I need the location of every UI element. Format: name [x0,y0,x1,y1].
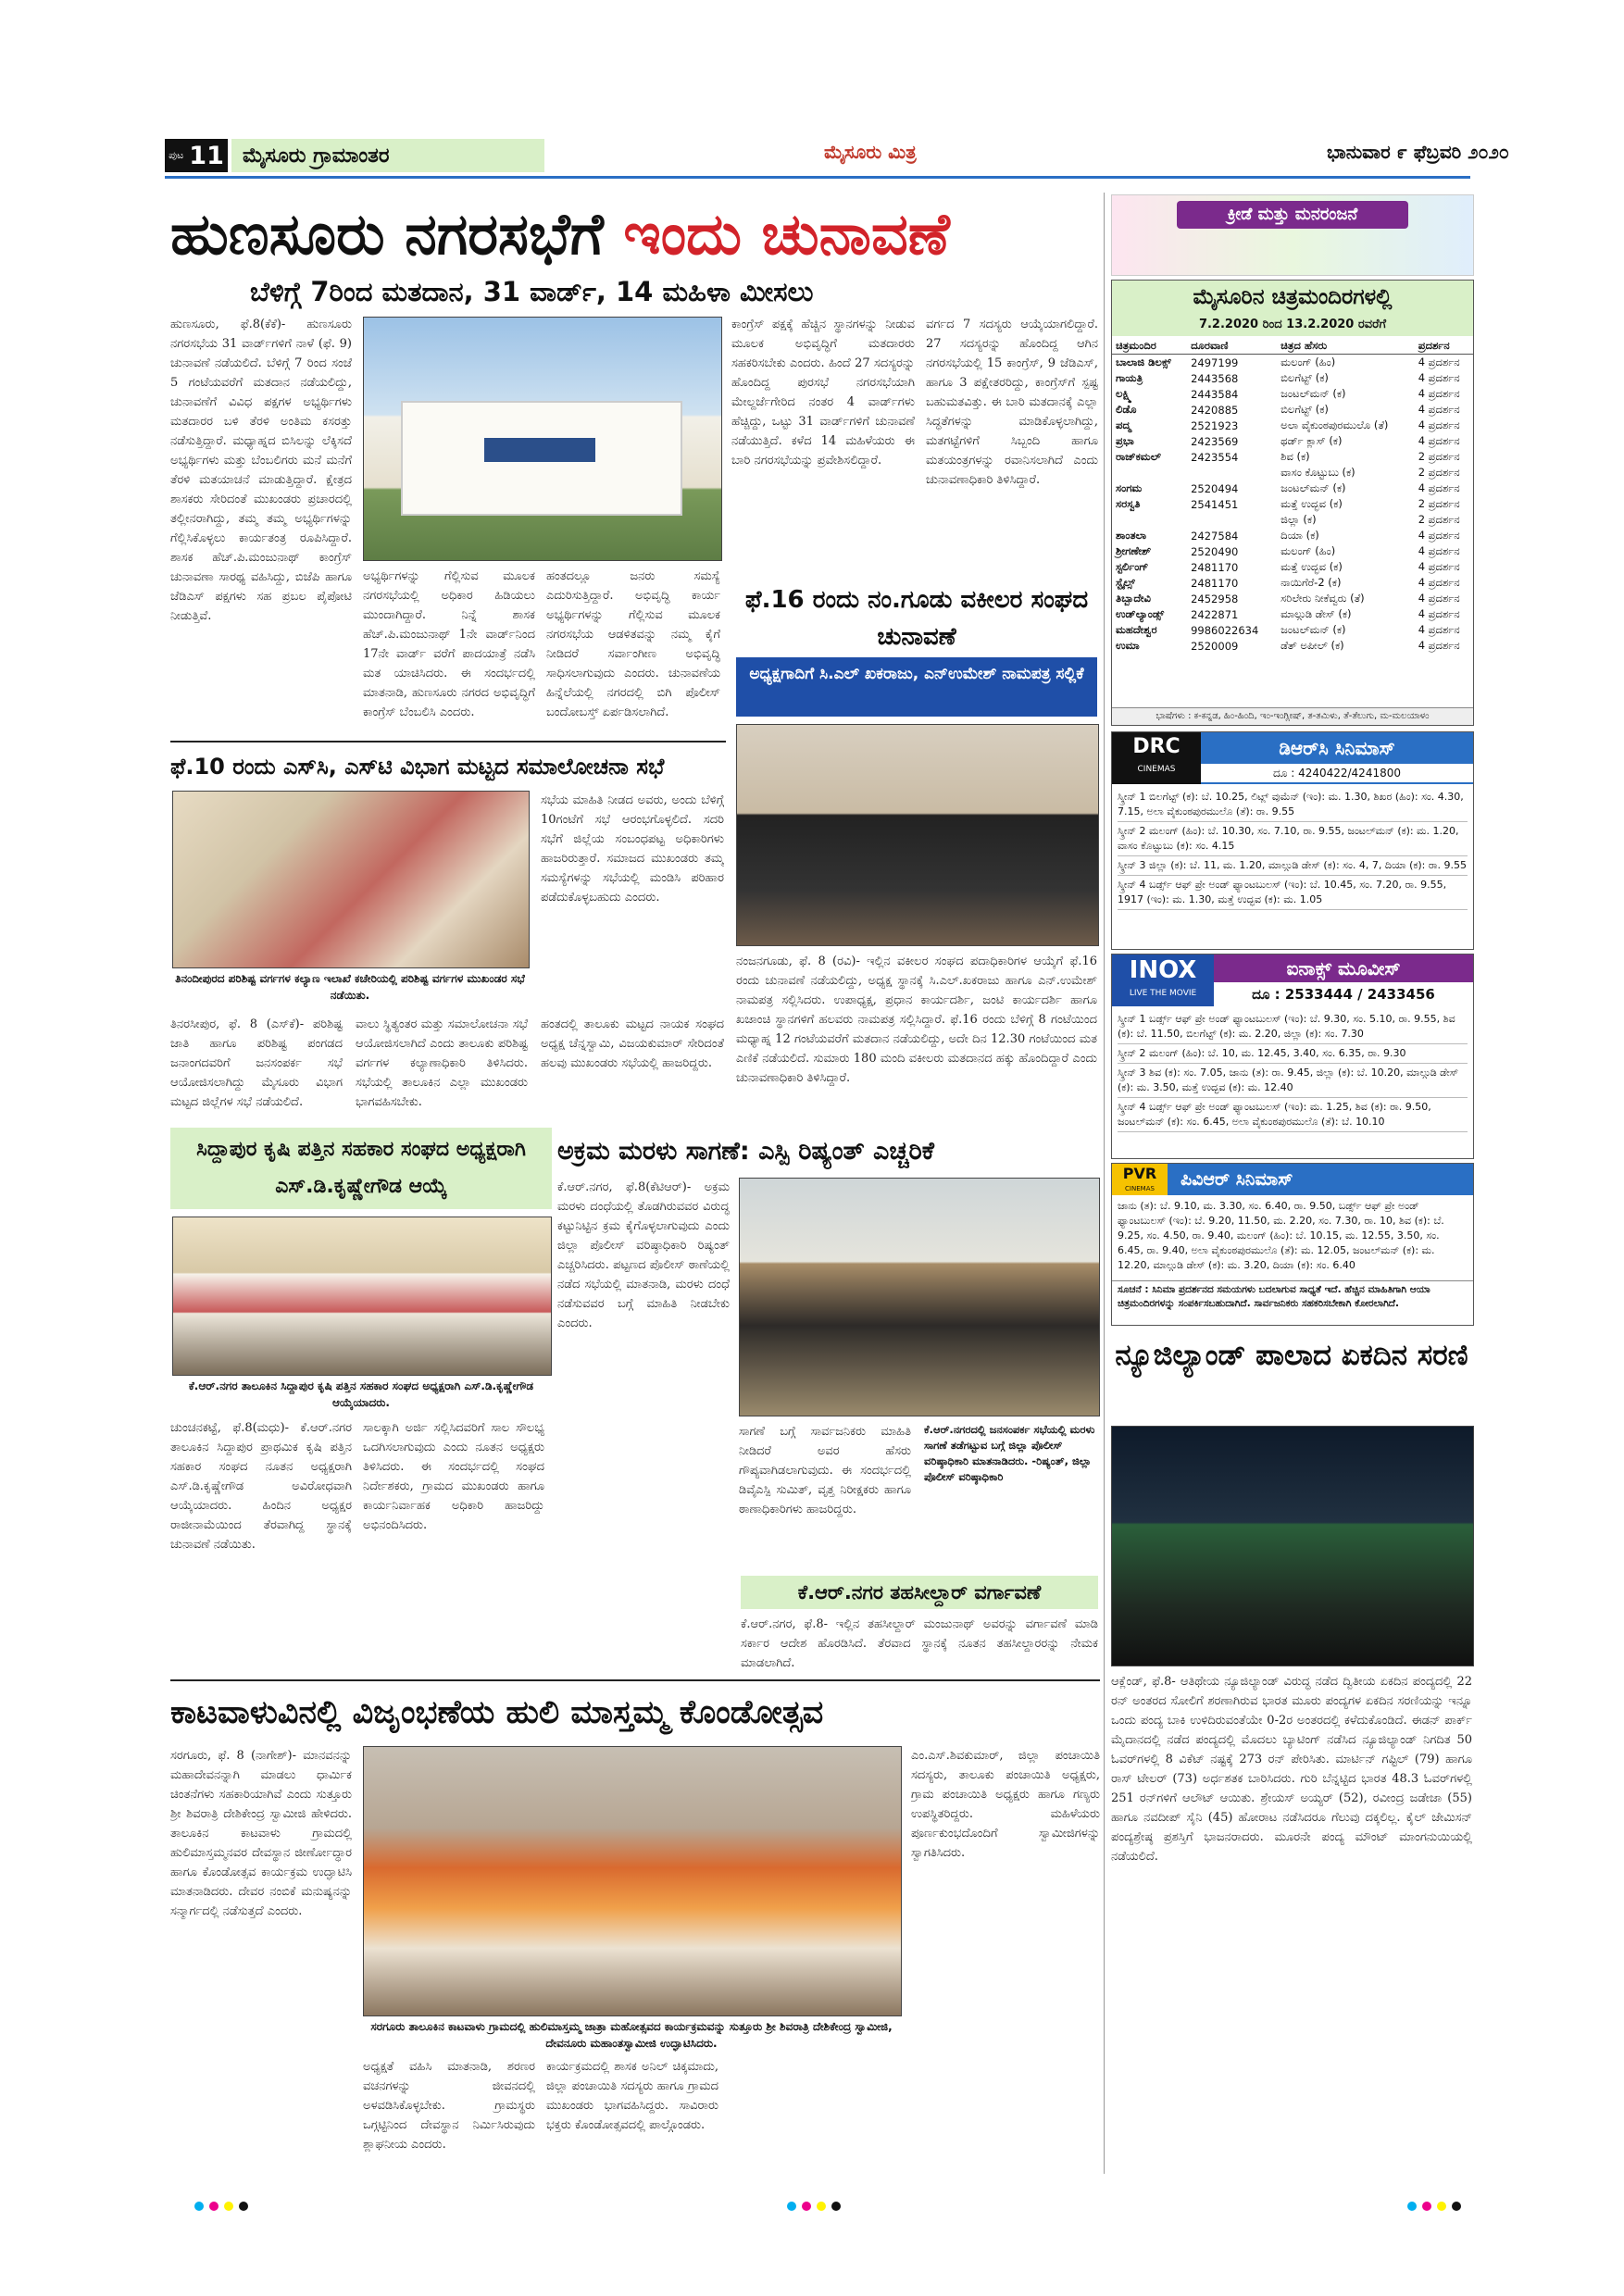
cinema-row [1112,606,1473,622]
lawyers-banner-text: ಅಧ್ಯಕ್ಷಗಾದಿಗೆ ಸಿ.ಎಲ್ ಖಕರಾಜು, ಎನ್‌ಉಮೇಶ್ ನಾಮಪತ್ರ ಸಲ್ಲಿಕೆ [749,665,1084,683]
pvr-box [1111,1163,1474,1326]
cinema-cell: 4 ಪ್ರದರ್ಶನ [1418,607,1460,620]
cinema-cell: ಉಡ್‌ಲ್ಯಾಂಡ್ಸ್ [1116,607,1165,620]
sc-headline: ಫೆ.10 ರಂದು ಎಸ್‌ಸಿ, ಎಸ್‌ಟಿ ವಿಭಾಗ ಮಟ್ಟದ ಸಮಾಲೋಚನಾ ಸಭೆ [170,754,665,780]
sand-body-b: ಸಾಗಣೆ ಬಗ್ಗೆ ಸಾರ್ವಜನಿಕರು ಮಾಹಿತಿ ನೀಡಿದರೆ ಅವರ ಹೆಸರು ಗೌಪ್ಯವಾಗಿಡಲಾಗುವುದು. ಈ ಸಂದರ್ಭದಲ್ಲಿ ಡಿವೈಎಸ್ಪಿ ಸುಮಿತ್, ವೃತ್ತ ನಿರೀಕ್ಷಕರು ಹಾಗೂ ಠಾಣಾಧಿಕಾರಿಗಳು ಹಾಜರಿದ್ದರು. [739,1425,911,1516]
cinema-list-dates: 7.2.2020 ರಿಂದ 13.2.2020 ರವರೆಗೆ [1112,314,1473,336]
inox-screen-item: ಸ್ಕ್ರೀನ್ 3 ಶಿವ (ಕ): ಸಂ. 7.05, ಜಾನು (ತ): ರಾ. 9.45, ಜಿಲ್ಲಾ (ಕ): ಬೆ. 10.20, ಮಾಲ್ಗುಡಿ ಡೇಸ್ (ಕ): ಮ. 3.50, ಮತ್ತೆ ಉದ್ಭವ (ಕ): ಮ. 12.40 [1118,1064,1468,1098]
cinema-cell: 2481170 [1191,576,1239,590]
cinema-cell [1187,512,1277,528]
cinema-cell: 2 ಪ್ರದರ್ಶನ [1418,450,1460,463]
coop-body-b: ಸಾಲಕ್ಕಾಗಿ ಅರ್ಜಿ ಸಲ್ಲಿಸಿದವರಿಗೆ ಸಾಲ ಸೌಲಭ್ಯ ಒದಗಿಸಲಾಗುವುದು ಎಂದು ನೂತನ ಅಧ್ಯಕ್ಷರು ತಿಳಿಸಿದರು. ಈ ಸಂದರ್ಭದಲ್ಲಿ ಸಂಘದ ನಿರ್ದೇಶಕರು, ಗ್ರಾಮದ ಮುಖಂಡರು ಹಾಗೂ ಕಾರ್ಯನಿರ್ವಾಹಕ ಅಧಿಕಾರಿ ಹಾಜರಿದ್ದು ಅಭಿನಂದಿಸಿದರು. [363,1421,544,1532]
section-tag [231,139,544,172]
sports-banner [1111,194,1474,276]
print-dot-yellow-l [224,2202,233,2211]
cinema-row [1112,512,1473,528]
cinema-cell: ಮಲಂಗ್ (ಹಿಂ) [1280,544,1336,557]
cinema-row [1112,591,1473,606]
cinema-cell: ಡೆತ್ ಅಪೀಲ್ (ಕ) [1280,639,1344,652]
tahsildar-headline: ಕೆ.ಆರ್.ನಗರ ತಹಸೀಲ್ದಾರ್ ವರ್ಗಾವಣೆ [797,1581,1042,1603]
masthead: ಮೈಸೂರು ಮಿತ್ರ [824,141,917,163]
cinema-cell [1187,465,1277,480]
cinema-cell: ಅಲಾ ವೈಕುಂಠಪುರಮುಲೊ (ತೆ) [1280,418,1389,431]
sand-headline: ಅಕ್ರಮ ಮರಳು ಸಾಗಣೆ: ಎಸ್ಪಿ ರಿಷ್ಯಂತ್ ಎಚ್ಚರಿಕೆ [557,1137,934,1166]
print-dot-magenta-r [1422,2202,1431,2211]
cinema-cell: ಮಹದೇಶ್ವರ [1116,623,1157,636]
tahsildar-body: ಕೆ.ಆರ್.ನಗರ, ಫೆ.8- ಇಲ್ಲಿನ ತಹಸೀಲ್ದಾರ್ ಮಂಜುನಾಥ್ ಅವರನ್ನು ವರ್ಗಾವಣೆ ಮಾಡಿ ಸರ್ಕಾರ ಆದೇಶ ಹೊರಡಿಸಿದೆ. ತೆರವಾದ ಸ್ಥಾನಕ್ಕೆ ನೂತನ ತಹಸೀಲ್ದಾರರನ್ನು ನೇಮಕ ಮಾಡಲಾಗಿದೆ. [741,1617,1098,1670]
sports-headline: ನ್ಯೂಜಿಲ್ಯಾಂಡ್ ಪಾಲಾದ ಏಕದಿನ ಸರಣಿ [1115,1339,1468,1372]
inox-logo-text: INOX [1129,956,1197,984]
sc-photo [172,791,530,968]
lawyers-body: ನಂಜನಗೂಡು, ಫೆ. 8 (ರವಿ)- ಇಲ್ಲಿನ ವಕೀಲರ ಸಂಘದ ಪದಾಧಿಕಾರಿಗಳ ಆಯ್ಕೆಗೆ ಫೆ.16 ರಂದು ಚುನಾವಣೆ ನಡೆಯಲಿದ್ದು, ಅಧ್ಯಕ್ಷ ಸ್ಥಾನಕ್ಕೆ ಸಿ.ಎಲ್.ಖಕರಾಜು ಹಾಗೂ ಎನ್.ಉಮೇಶ್ ನಾಮಪತ್ರ ಸಲ್ಲಿಸಿದರು. ಉಪಾಧ್ಯಕ್ಷ, ಪ್ರಧಾನ ಕಾರ್ಯದರ್ಶಿ, ಜಂಟಿ ಕಾರ್ಯದರ್ಶಿ ಹಾಗೂ ಖಜಾಂಚಿ ಸ್ಥಾನಗಳಿಗೆ ಹಲವರು ನಾಮಪತ್ರ ಸಲ್ಲಿಸಿದ್ದಾರೆ. ಫೆ.16 ರಂದು ಬೆಳಿಗ್ಗೆ 8 ಗಂಟೆಯಿಂದ ಮಧ್ಯಾಹ್ನ 12 ಗಂಟೆಯವರೆಗೆ ಮತದಾನ ನಡೆಯಲಿದ್ದು, ಅದೇ ದಿನ 12.30 ಗಂಟೆಯಿಂದ ಮತ ಎಣಿಕೆ ನಡೆಯಲಿದೆ. ಸುಮಾರು 180 ಮಂದಿ ವಕೀಲರು ಮತದಾನದ ಹಕ್ಕು ಹೊಂದಿದ್ದಾರೆ ಎಂದು ಚುನಾವಣಾಧಿಕಾರಿ ತಿಳಿಸಿದ್ದಾರೆ. [736,955,1097,1085]
cinema-cell: 4 ಪ್ರದರ್ಶನ [1418,418,1460,431]
inox-box [1111,954,1474,1159]
cinema-cell: ನಾಯಿಗೆರೆ-2 (ಕ) [1280,576,1342,589]
sand-caption: ಕೆ.ಆರ್.ನಗರದಲ್ಲಿ ಜನಸಂಪರ್ಕ ಸಭೆಯಲ್ಲಿ ಮರಳು ಸಾಗಣೆ ತಡೆಗಟ್ಟುವ ಬಗ್ಗೆ ಜಿಲ್ಲಾ ಪೊಲೀಸ್ ವರಿಷ್ಠಾಧಿಕಾರಿ ಮಾತನಾಡಿದರು. -ರಿಷ್ಯಂತ್, ಜಿಲ್ಲಾ ಪೊಲೀಸ್ ವರಿಷ್ಠಾಧಿಕಾರಿ [924,1423,1095,1483]
pvr-title: ಪಿವಿಆರ್ ಸಿನಿಮಾಸ್ [1168,1164,1473,1195]
cinema-cell: ಮತ್ತೆ ಉದ್ಭವ (ಕ) [1280,497,1343,510]
cinema-cell: ಪ್ರಭಾ [1116,434,1134,447]
cinema-row [1112,480,1473,496]
cinema-cell: ತಿಬ್ಬಾದೇವಿ [1116,592,1151,605]
print-dot-cyan-l [194,2202,204,2211]
cinema-cell: ಶಾಂತಲಾ [1116,529,1147,542]
cinema-cell: 4 ಪ್ರದರ್ಶನ [1418,529,1460,542]
cinema-row [1112,528,1473,543]
cinema-cell: 4 ಪ್ರದರ್ಶನ [1418,544,1460,557]
section-name: ಮೈಸೂರು ಗ್ರಾಮಾಂತರ [243,144,390,168]
cinema-cell: 4 ಪ್ರದರ್ಶನ [1418,592,1460,605]
inox-logo-sub: LIVE THE MOVIE [1129,989,1197,998]
cinema-cell: ಲಿಡೊ [1116,403,1137,416]
pvr-text: ಜಾನು (ತ): ಬೆ. 9.10, ಮ. 3.30, ಸಂ. 6.40, ರಾ. 9.50, ಬರ್ಡ್ಸ್ ಆಫ್ ಪ್ರೇ ಅಂಡ್ ಫ್ಯಾಂಟಬುಲಸ್ (ಇಂ): ಬೆ. 9.20, 11.50, ಮ. 2.20, ಸಂ. 7.30, ರಾ. 10, ಶಿವ (ಕ): ಬೆ. 9.25, ಸಂ. 4.50, ರಾ. 9.40, ಮಲಂಗ್ (ಹಿಂ): ಬೆ. 10.15, ಮ. 12.55, 3.50, ಸಂ. 6.45, ರಾ. 9.40, ಅಲಾ ವೈಕುಂಠಪುರಮುಲೊ (ತೆ): ಮ. 12.05, ಜಂಟಲ್‌ಮನ್ (ಕ): ಮ. 12.20, ಮಾಲ್ಗುಡಿ ಡೇಸ್ (ಕ): ಮ. 3.20, ದಿಯಾ (ಕ): ಸಂ. 6.40 [1118,1200,1444,1271]
cinema-cell: ಜಿಲ್ಲಾ (ಕ) [1280,513,1317,526]
inox-title: ಐನಾಕ್ಸ್ ಮೂವೀಸ್ [1214,955,1473,982]
cinema-row [1112,575,1473,591]
cinema-cell: 4 ಪ್ರದರ್ಶನ [1418,371,1460,384]
festival-headline: ಕಾಟವಾಳುವಿನಲ್ಲಿ ವಿಜೃಂಭಣೆಯ ಹುಲಿ ಮಾಸ್ತಮ್ಮ ಕೊಂಡೋತ್ಸವ [170,1694,824,1731]
cinema-cell: 2520494 [1191,481,1239,495]
festival-photo [363,1746,902,2016]
cinema-cell: 2443568 [1191,371,1239,385]
cinema-cell: ಸ್ಟೈಲ್ಸ್ [1116,576,1135,589]
cinema-cell: ಸರಿಲೇರು ನೀಕೆವ್ವರು (ತೆ) [1280,592,1365,605]
lead-col-2: ಅಭ್ಯರ್ಥಿಗಳನ್ನು ಗೆಲ್ಲಿಸುವ ಮೂಲಕ ನಗರಸಭೆಯಲ್ಲಿ ಅಧಿಕಾರ ಹಿಡಿಯಲು ಮುಂದಾಗಿದ್ದಾರೆ. ನಿನ್ನೆ ಶಾಸಕ ಹೆಚ್.ಪಿ.ಮಂಜುನಾಥ್ 1ನೇ ವಾರ್ಡ್‌ನಿಂದ 17ನೇ ವಾರ್ಡ್ ವರೆಗೆ ಪಾದಯಾತ್ರೆ ನಡೆಸಿ ಮತ ಯಾಚಿಸಿದರು. ಈ ಸಂದರ್ಭದಲ್ಲಿ ಮಾತನಾಡಿ, ಹುಣಸೂರು ನಗರದ ಅಭಿವೃದ್ಧಿಗೆ ಕಾಂಗ್ರೆಸ್ ಬೆಂಬಲಿಸಿ ಎಂದರು. [363,569,535,719]
cinema-col-header: ಪ್ರದರ್ಶನ [1415,338,1473,355]
festival-body-c2 [728,2057,900,2174]
inox-screen-item: ಸ್ಕ್ರೀನ್ 1 ಬರ್ಡ್ಸ್ ಆಫ್ ಪ್ರೇ ಅಂಡ್ ಫ್ಯಾಂಟಬುಲಸ್ (ಇಂ): ಬೆ. 9.30, ಸಂ. 5.10, ರಾ. 9.55, ಶಿವ (ಕ): ಬೆ. 11.50, ಬಿಲಗೆಟ್ಟ್ (ಕ): ಮ. 2.20, ಜಿಲ್ಲಾ (ಕ): ಸಂ. 7.30 [1118,1010,1468,1044]
pvr-logo-sub: CINEMAS [1125,1185,1155,1192]
right-col-divider [1104,193,1105,2174]
sc-rule-top [170,741,726,742]
print-dot-magenta-l [209,2202,219,2211]
tahsildar-header [741,1576,1098,1609]
cinema-cell: 4 ಪ್ರದರ್ಶನ [1418,639,1460,652]
sand-body-a: ಕೆ.ಆರ್.ನಗರ, ಫೆ.8(ಕೆಟಿಆರ್)- ಅಕ್ರಮ ಮರಳು ದಂಧೆಯಲ್ಲಿ ತೊಡಗಿರುವವರ ವಿರುದ್ಧ ಕಟ್ಟುನಿಟ್ಟಿನ ಕ್ರಮ ಕೈಗೊಳ್ಳಲಾಗುವುದು ಎಂದು ಜಿಲ್ಲಾ ಪೊಲೀಸ್ ವರಿಷ್ಠಾಧಿಕಾರಿ ರಿಷ್ಯಂತ್ ಎಚ್ಚರಿಸಿದರು. ಪಟ್ಟಣದ ಪೊಲೀಸ್ ಠಾಣೆಯಲ್ಲಿ ನಡೆದ ಸಭೆಯಲ್ಲಿ ಮಾತನಾಡಿ, ಮರಳು ದಂಧೆ ನಡೆಸುವವರ ಬಗ್ಗೆ ಮಾಹಿತಿ ನೀಡಬೇಕು ಎಂದರು. [557,1180,730,1330]
lead-headline-a: ಹುಣಸೂರು ನಗರಸಭೆಗೆ [170,200,604,268]
coop-headline: ಸಿದ್ದಾಪುರ ಕೃಷಿ ಪತ್ತಿನ ಸಹಕಾರ ಸಂಘದ ಅಧ್ಯಕ್ಷರಾಗಿ ಎಸ್.ಡಿ.ಕೃಷ್ಣೇಗೌಡ ಆಯ್ಕೆ [196,1138,526,1198]
cinema-cell: 2422871 [1191,607,1239,621]
print-dot-cyan-r [1407,2202,1417,2211]
lawyers-headline: ಫೆ.16 ರಂದು ನಂ.ಗೂಡು ವಕೀಲರ ಸಂಘದ ಚುನಾವಣೆ [744,586,1089,651]
lead-photo-building [363,317,722,561]
cinema-cell: 4 ಪ್ರದರ್ಶನ [1418,387,1460,400]
cinema-cell: ಜಂಟಲ್‌ಮನ್ (ಕ) [1280,481,1346,494]
cinema-cell [1112,512,1187,528]
issue-date: ಭಾನುವಾರ ೯ ಫೆಬ್ರವರಿ ೨೦೨೦ [1326,141,1509,163]
cinema-cell: 2420885 [1191,403,1239,417]
drc-logo-text: DRC [1132,735,1181,758]
cinema-cell: 2521923 [1191,418,1239,432]
cinema-cell: ಸರಸ್ವತಿ [1116,497,1141,510]
sports-banner-text: ಕ್ರೀಡೆ ಮತ್ತು ಮನರಂಜನೆ [1177,201,1408,229]
cinema-cell: 2427584 [1191,529,1239,543]
drc-logo [1112,732,1201,784]
lead-subhead: ಬೆಳಿಗ್ಗೆ 7ರಿಂದ ಮತದಾನ, 31 ವಾರ್ಡ್, 14 ಮಹಿಳಾ ಮೀಸಲು [250,276,814,307]
inox-screen-list [1112,1006,1473,1136]
cinema-row [1112,449,1473,465]
cinema-cell: ಜಂಟಲ್‌ಮನ್ (ಕ) [1280,387,1346,400]
pvr-logo [1112,1164,1168,1195]
cinema-cell: 4 ಪ್ರದರ್ಶನ [1418,560,1460,573]
cinema-cell: ಸಂಗಮ [1116,481,1143,494]
drc-screen-item: ಸ್ಕ್ರೀನ್ 1 ಬಿಲಗೆಟ್ಟ್ (ಕ): ಬೆ. 10.25, ಲಿಟ್ಲ್ ವುಮೆನ್ (ಇಂ): ಮ. 1.30, ಶಿಖರ (ಹಿಂ): ಸಂ. 4.30, 7.15, ಅಲಾ ವೈಕುಂಠಪುರಮುಲೊ (ತೆ): ರಾ. 9.55 [1118,788,1468,822]
cinema-row [1112,559,1473,575]
cinema-cell: 2541451 [1191,497,1239,511]
lead-col-5: ವರ್ಗದ 7 ಸದಸ್ಯರು ಆಯ್ಕೆಯಾಗಲಿದ್ದಾರೆ. 27 ಸದಸ್ಯರನ್ನು ಹೊಂದಿದ್ದ ಆಗಿನ ನಗರಸಭೆಯಲ್ಲಿ 15 ಕಾಂಗ್ರೆಸ್, 9 ಜೆಡಿಎಸ್, ಹಾಗೂ 3 ಪಕ್ಷೇತರರಿದ್ದು, ಕಾಂಗ್ರೆಸ್‌ಗೆ ಸ್ಪಷ್ಟ ಬಹುಮತವಿತ್ತು. ಈ ಬಾರಿ ಮತದಾನಕ್ಕೆ ಎಲ್ಲಾ ಸಿದ್ಧತೆಗಳನ್ನು ಮಾಡಿಕೊಳ್ಳಲಾಗಿದ್ದು, ಮತಗಟ್ಟೆಗಳಿಗೆ ಸಿಬ್ಬಂದಿ ಹಾಗೂ ಮತಯಂತ್ರಗಳನ್ನು ರವಾನಿಸಲಾಗಿದೆ ಎಂದು ಚುನಾವಣಾಧಿಕಾರಿ ತಿಳಿಸಿದ್ದಾರೆ. [926,318,1098,487]
cinema-cell: ಬಿಲಗೆಟ್ಟ್ (ಕ) [1280,371,1329,384]
sc-caption: ತಿನಂದೀಪುರದ ಪರಿಶಿಷ್ಟ ವರ್ಗಗಳ ಕಲ್ಯಾಣ ಇಲಾಖೆ ಕಚೇರಿಯಲ್ಲಿ ಪರಿಶಿಷ್ಟ ವರ್ಗಗಳ ಮುಖಂಡರ ಸಭೆ ನಡೆಯಿತು. [175,972,525,1002]
cinema-cell: ಬಿಲಗೆಟ್ಟ್ (ಕ) [1280,403,1329,416]
sports-photo [1111,1426,1474,1666]
drc-box [1111,731,1474,950]
page-number: 11 [189,141,224,170]
sc-body-d: ಹಂತದಲ್ಲಿ ತಾಲೂಕು ಮಟ್ಟದ ನಾಯಕ ಸಂಘದ ಅಧ್ಯಕ್ಷ ಚೆನ್ನಸ್ವಾಮಿ, ವಿಜಯಕುಮಾರ್ ಸೇರಿದಂತೆ ಹಲವು ಮುಖಂಡರು ಸಭೆಯಲ್ಲಿ ಹಾಜರಿದ್ದರು. [541,1017,724,1070]
cinema-row [1112,355,1473,371]
cinema-row [1112,418,1473,433]
cinema-cell: 2423569 [1191,434,1239,448]
sc-body-b: ತಿನರಸೀಪುರ, ಫೆ. 8 (ಎಸ್‌ಕೆ)- ಪರಿಶಿಷ್ಟ ಜಾತಿ ಹಾಗೂ ಪರಿಶಿಷ್ಟ ಪಂಗಡದ ಜನಾಂಗದವರಿಗೆ ಜನಸಂಪರ್ಕ ಸಭೆ ಆಯೋಜಿಸಲಾಗಿದ್ದು ಮೈಸೂರು ವಿಭಾಗ ಮಟ್ಟದ ಜಿಲ್ಲೆಗಳ ಸಭೆ ನಡೆಯಲಿದೆ. [170,1017,343,1109]
cinema-cell: 2520009 [1191,639,1239,653]
cinema-cell: 4 ಪ್ರದರ್ಶನ [1418,481,1460,494]
print-dot-cyan-m [787,2202,796,2211]
cinema-cell: 2520490 [1191,544,1239,558]
cinema-legend: ಭಾಷೆಗಳು : ಕ-ಕನ್ನಡ, ಹಿಂ-ಹಿಂದಿ, ಇಂ-ಇಂಗ್ಲೀಷ್, ತ-ತಮಿಳು, ತೆ-ತೆಲುಗು, ಮ-ಮಲಯಾಳಂ [1112,707,1473,725]
cinema-cell: 4 ಪ್ರದರ್ಶನ [1418,356,1460,368]
cinema-cell: ಶ್ರೀಗಣೇಶ್ [1116,544,1152,557]
cinema-cell: 4 ಪ್ರದರ್ಶನ [1418,576,1460,589]
cinema-list-box [1111,280,1474,726]
lawyers-photo [736,724,1099,946]
drc-phone: ದೂ : 4240422/4241800 [1201,764,1473,782]
cinema-cell [1112,465,1187,480]
cinema-cell: ರಾಜ್‌ಕಮಲ್ [1116,450,1161,463]
cinema-table [1112,338,1473,654]
festival-body-a: ಸರಗೂರು, ಫೆ. 8 (ನಾಗೇಶ್)- ಮಾನವನನ್ನು ಮಹಾದೇವನನ್ನಾಗಿ ಮಾಡಲು ಧಾರ್ಮಿಕ ಚಿಂತನೆಗಳು ಸಹಕಾರಿಯಾಗಿವೆ ಎಂದು ಸುತ್ತೂರು ಶ್ರೀ ಶಿವರಾತ್ರಿ ದೇಶಿಕೇಂದ್ರ ಸ್ವಾಮೀಜಿ ಹೇಳಿದರು. ತಾಲೂಕಿನ ಕಾಟವಾಳು ಗ್ರಾಮದಲ್ಲಿ ಹುಲಿಮಾಸ್ತಮ್ಮನವರ ದೇವಸ್ಥಾನ ಜೀರ್ಣೋದ್ಧಾರ ಹಾಗೂ ಕೊಂಡೋತ್ಸವ ಕಾರ್ಯಕ್ರಮ ಉದ್ಘಾಟಿಸಿ ಮಾತನಾಡಿದರು. ದೇವರ ನಂಬಿಕೆ ಮನುಷ್ಯನನ್ನು ಸನ್ಮಾರ್ಗದಲ್ಲಿ ನಡೆಸುತ್ತದೆ ಎಂದರು. [170,1749,352,1918]
lead-headline [170,193,1096,276]
festival-caption: ಸರಗೂರು ತಾಲೂಕಿನ ಕಾಟವಾಳು ಗ್ರಾಮದಲ್ಲಿ ಹುಲಿಮಾಸ್ತಮ್ಮ ಜಾತ್ರಾ ಮಹೋತ್ಸವದ ಕಾರ್ಯಕ್ರಮವನ್ನು ಸುತ್ತೂರು ಶ್ರೀ ಶಿವರಾತ್ರಿ ದೇಶಿಕೇಂದ್ರ ಸ್ವಾಮೀಜಿ, ದೇವನೂರು ಮಹಾಂತಸ್ವಾಮೀಜಿ ಉದ್ಘಾಟಿಸಿದರು. [370,2020,893,2050]
cinema-cell: ಶಿವ (ಕ) [1280,450,1310,463]
drc-logo-sub: CINEMAS [1137,765,1176,774]
cinema-cell: ವಾಸಂ ಕೊಟ್ಟುಬು (ಕ) [1280,466,1355,479]
cinema-cell: ಥರ್ಡ್ ಕ್ಲಾಸ್ (ಕ) [1280,434,1343,447]
festival-body-c: ಕಾರ್ಯಕ್ರಮದಲ್ಲಿ ಶಾಸಕ ಅನಿಲ್ ಚಿಕ್ಕಮಾದು, ಜಿಲ್ಲಾ ಪಂಚಾಯಿತಿ ಸದಸ್ಯರು ಹಾಗೂ ಗ್ರಾಮದ ಮುಖಂಡರು ಭಾಗವಹಿಸಿದ್ದರು. ಸಾವಿರಾರು ಭಕ್ತರು ಕೊಂಡೋತ್ಸವದಲ್ಲಿ ಪಾಲ್ಗೊಂಡರು. [546,2060,718,2132]
coop-caption: ಕೆ.ಆರ್.ನಗರ ತಾಲೂಕಿನ ಸಿದ್ದಾಪುರ ಕೃಷಿ ಪತ್ತಿನ ಸಹಕಾರ ಸಂಘದ ಅಧ್ಯಕ್ಷರಾಗಿ ಎಸ್.ಡಿ.ಕೃಷ್ಣೇಗೌಡ ಆಯ್ಕೆಯಾದರು. [188,1379,534,1409]
print-dot-magenta-m [802,2202,811,2211]
inox-screen-item: ಸ್ಕ್ರೀನ್ 4 ಬರ್ಡ್ಸ್ ಆಫ್ ಪ್ರೇ ಅಂಡ್ ಫ್ಯಾಂಟಬುಲಸ್ (ಇಂ): ಮ. 1.25, ಶಿವ (ಕ): ರಾ. 9.50, ಜಂಟಲ್‌ಮನ್ (ಕ): ಸಂ. 6.45, ಅಲಾ ವೈಕುಂಠಪುರಮುಲೊ (ತೆ): ಬೆ. 10.10 [1118,1098,1468,1132]
print-dot-black-r [1452,2202,1461,2211]
cinema-cell: ಜಂಟಲ್‌ಮನ್ (ಕ) [1280,623,1346,636]
cinema-row [1112,638,1473,654]
sc-body-a: ಸಭೆಯ ಮಾಹಿತಿ ನೀಡದ ಅವರು, ಅಂದು ಬೆಳಿಗ್ಗೆ 10ಗಂಟೆಗೆ ಸಭೆ ಆರಂಭಗೊಳ್ಳಲಿದೆ. ಸದರಿ ಸಭೆಗೆ ಜಿಲ್ಲೆಯ ಸಂಬಂಧಪಟ್ಟ ಅಧಿಕಾರಿಗಳು ಹಾಜರಿರುತ್ತಾರೆ. ಸಮಾಜದ ಮುಖಂಡರು ತಮ್ಮ ಸಮಸ್ಯೆಗಳನ್ನು ಸಭೆಯಲ್ಲಿ ಮಂಡಿಸಿ ಪರಿಹಾರ ಪಡೆದುಕೊಳ್ಳಬಹುದು ಎಂದರು. [541,793,724,905]
cinema-cell: 4 ಪ್ರದರ್ಶನ [1418,403,1460,416]
cinema-cell: 4 ಪ್ರದರ್ಶನ [1418,434,1460,447]
cinema-cell: ಸ್ಟರ್ಲಿಂಗ್ [1116,560,1149,573]
cinema-cell: 2 ಪ್ರದರ್ಶನ [1418,513,1460,526]
cinema-cell: ಮತ್ತೆ ಉದ್ಭವ (ಕ) [1280,560,1343,573]
cinema-cell: ಬಾಲಾಜಿ ಡಿಲಕ್ಸ್ [1116,356,1171,368]
cinema-cell: 2423554 [1191,450,1239,464]
cinema-col-header: ಚಿತ್ರದ ಹೆಸರು [1277,338,1415,355]
cinema-col-header: ಚಿತ್ರಮಂದಿರ [1112,338,1187,355]
sc-body-c: ವಾಲು ಸ್ಥಿತ್ಯಂತರ ಮತ್ತು ಸಮಾಲೋಚನಾ ಸಭೆ ಆಯೋಜಿಸಲಾಗಿದೆ ಎಂದು ತಾಲೂಕು ಪರಿಶಿಷ್ಟ ವರ್ಗಗಳ ಕಲ್ಯಾಣಾಧಿಕಾರಿ ತಿಳಿಸಿದರು. ಸಭೆಯಲ್ಲಿ ತಾಲೂಕಿನ ಎಲ್ಲಾ ಮುಖಂಡರು ಭಾಗವಹಿಸಬೇಕು. [356,1017,528,1109]
pvr-logo-text: PVR [1122,1165,1157,1182]
coop-photo [172,1217,552,1376]
cinema-cell: ಉಮಾ [1116,639,1140,652]
festival-body-d: ಎಂ.ಎಸ್.ಶಿವಕುಮಾರ್, ಜಿಲ್ಲಾ ಪಂಚಾಯಿತಿ ಸದಸ್ಯರು, ತಾಲೂಕು ಪಂಚಾಯಿತಿ ಅಧ್ಯಕ್ಷರು, ಗ್ರಾಮ ಪಂಚಾಯಿತಿ ಅಧ್ಯಕ್ಷರು ಹಾಗೂ ಗಣ್ಯರು ಉಪಸ್ಥಿತರಿದ್ದರು. ಮಹಿಳೆಯರು ಪೂರ್ಣಕುಂಭದೊಂದಿಗೆ ಸ್ವಾಮೀಜಿಗಳನ್ನು ಸ್ವಾಗತಿಸಿದರು. [911,1749,1100,1860]
pvr-note: ಸೂಚನೆ : ಸಿನಿಮಾ ಪ್ರದರ್ಶನದ ಸಮಯಗಳು ಬದಲಾಗುವ ಸಾಧ್ಯತೆ ಇದೆ. ಹೆಚ್ಚಿನ ಮಾಹಿತಿಗಾಗಿ ಆಯಾ ಚಿತ್ರಮಂದಿರಗಳನ್ನು ಸಂಪರ್ಕಿಸಬಹುದಾಗಿದೆ. ಸಾರ್ವಜನಿಕರು ಸಹಕರಿಸಬೇಕಾಗಿ ಕೋರಲಾಗಿದೆ. [1112,1280,1473,1328]
drc-screen-list [1112,784,1473,914]
sports-body: ಆಕ್ಲೆಂಡ್, ಫೆ.8- ಆತಿಥೇಯ ನ್ಯೂಜಿಲ್ಯಾಂಡ್ ವಿರುದ್ಧ ನಡೆದ ದ್ವಿತೀಯ ಏಕದಿನ ಪಂದ್ಯದಲ್ಲಿ 22 ರನ್ ಅಂತರದ ಸೋಲಿಗೆ ಶರಣಾಗಿರುವ ಭಾರತ ಮೂರು ಪಂದ್ಯಗಳ ಏಕದಿನ ಸರಣಿಯನ್ನು ಇನ್ನೂ ಒಂದು ಪಂದ್ಯ ಬಾಕಿ ಉಳಿದಿರುವಂತೆಯೇ 0-2ರ ಅಂತರದಲ್ಲಿ ಕಳೆದುಕೊಂಡಿದೆ. ಈಡನ್ ಪಾರ್ಕ್ ಮೈದಾನದಲ್ಲಿ ನಡೆದ ಪಂದ್ಯದಲ್ಲಿ ಮೊದಲು ಬ್ಯಾಟಿಂಗ್ ನಡೆಸಿದ ನ್ಯೂಜಿಲ್ಯಾಂಡ್ ನಿಗದಿತ 50 ಓವರ್‌ಗಳಲ್ಲಿ 8 ವಿಕೆಟ್ ನಷ್ಟಕ್ಕೆ 273 ರನ್ ಪೇರಿಸಿತು. ಮಾರ್ಟಿನ್ ಗಪ್ಟಿಲ್ (79) ಹಾಗೂ ರಾಸ್ ಟೇಲರ್ (73) ಅರ್ಧಶತಕ ಬಾರಿಸಿದರು. ಗುರಿ ಬೆನ್ನಟ್ಟಿದ ಭಾರತ 48.3 ಓವರ್‌ಗಳಲ್ಲಿ 251 ರನ್‌ಗಳಿಗೆ ಆಲೌಟ್ ಆಯಿತು. ಶ್ರೇಯಸ್ ಅಯ್ಯರ್ (52), ರವೀಂದ್ರ ಜಡೇಜಾ (55) ಹಾಗೂ ನವದೀಪ್ ಸೈನಿ (45) ಹೋರಾಟ ನಡೆಸಿದರೂ ಗೆಲುವು ದಕ್ಕಲಿಲ್ಲ. ಕೈಲ್ ಜೇಮಿಸನ್ ಪಂದ್ಯಶ್ರೇಷ್ಠ ಪ್ರಶಸ್ತಿಗೆ ಭಾಜನರಾದರು. ಮೂರನೇ ಪಂದ್ಯ ಮೌಂಟ್ ಮಾಂಗನುಯಿಯಲ್ಲಿ ನಡೆಯಲಿದೆ. [1111,1675,1472,1864]
cinema-row [1112,386,1473,402]
cinema-cell: 2 ಪ್ರದರ್ಶನ [1418,466,1460,479]
print-dot-black-m [831,2202,841,2211]
cinema-cell: 2452958 [1191,592,1239,605]
cinema-cell: 9986022634 [1191,623,1259,637]
cinema-row [1112,370,1473,386]
cinema-cell: ಗಾಯತ್ರಿ [1116,371,1143,384]
drc-screen-item: ಸ್ಕ್ರೀನ್ 4 ಬರ್ಡ್ಸ್ ಆಫ್ ಪ್ರೇ ಅಂಡ್ ಫ್ಯಾಂಟಬುಲಸ್ (ಇಂ): ಬೆ. 10.45, ಸಂ. 7.20, ರಾ. 9.55, 1917 (ಇಂ): ಮ. 1.30, ಮತ್ತೆ ಉದ್ಭವ (ಕ): ಮ. 1.05 [1118,876,1468,910]
coop-body-a: ಚುಂಚನಕಟ್ಟೆ, ಫೆ.8(ಮಧು)- ಕೆ.ಆರ್.ನಗರ ತಾಲೂಕಿನ ಸಿದ್ದಾಪುರ ಪ್ರಾಥಮಿಕ ಕೃಷಿ ಪತ್ತಿನ ಸಹಕಾರ ಸಂಘದ ನೂತನ ಅಧ್ಯಕ್ಷರಾಗಿ ಎಸ್.ಡಿ.ಕೃಷ್ಣೇಗೌಡ ಅವಿರೋಧವಾಗಿ ಆಯ್ಕೆಯಾದರು. ಹಿಂದಿನ ಅಧ್ಯಕ್ಷರ ರಾಜೀನಾಮೆಯಿಂದ ತೆರವಾಗಿದ್ದ ಸ್ಥಾನಕ್ಕೆ ಚುನಾವಣೆ ನಡೆಯಿತು. [170,1421,352,1552]
cinema-row [1112,622,1473,638]
cinema-row [1112,433,1473,449]
cinema-cell: 2497199 [1191,356,1239,369]
lead-col-4: ಕಾಂಗ್ರೆಸ್ ಪಕ್ಷಕ್ಕೆ ಹೆಚ್ಚಿನ ಸ್ಥಾನಗಳನ್ನು ನೀಡುವ ಮೂಲಕ ಅಭಿವೃದ್ಧಿಗೆ ಮತದಾರರು ಸಹಕರಿಸಬೇಕು ಎಂದರು. ಹಿಂದೆ 27 ಸದಸ್ಯರನ್ನು ಹೊಂದಿದ್ದ ಪುರಸಭೆ ನಗರಸಭೆಯಾಗಿ ಮೇಲ್ದರ್ಜೆಗೇರಿದ ನಂತರ 4 ವಾರ್ಡ್‌ಗಳು ಹೆಚ್ಚಿದ್ದು, ಒಟ್ಟು 31 ವಾರ್ಡ್‌ಗಳಿಗೆ ಚುನಾವಣೆ ನಡೆಯುತ್ತಿದೆ. ಕಳೆದ 14 ಮಹಿಳೆಯರು ಈ ಬಾರಿ ನಗರಸಭೆಯನ್ನು ಪ್ರವೇಶಿಸಲಿದ್ದಾರೆ. [731,318,915,468]
cinema-cell: ಮಲಂಗ್ (ಹಿಂ) [1280,356,1336,368]
cinema-col-header: ದೂರವಾಣಿ [1187,338,1277,355]
cinema-cell: 2443584 [1191,387,1239,401]
festival-rule [170,1679,1100,1681]
cinema-row [1112,465,1473,480]
cinema-cell: 2 ಪ್ರದರ್ಶನ [1418,497,1460,510]
festival-body-b: ಅಧ್ಯಕ್ಷತೆ ವಹಿಸಿ ಮಾತನಾಡಿ, ಶರಣರ ವಚನಗಳನ್ನು ಜೀವನದಲ್ಲಿ ಅಳವಡಿಸಿಕೊಳ್ಳಬೇಕು. ಗ್ರಾಮಸ್ಥರು ಒಗ್ಗಟ್ಟಿನಿಂದ ದೇವಸ್ಥಾನ ನಿರ್ಮಿಸಿರುವುದು ಶ್ಲಾಘನೀಯ ಎಂದರು. [363,2060,535,2152]
drc-screen-item: ಸ್ಕ್ರೀನ್ 2 ಮಲಂಗ್ (ಹಿಂ): ಬೆ. 10.30, ಸಂ. 7.10, ರಾ. 9.55, ಜಂಟಲ್‌ಮನ್ (ಕ): ಮ. 1.20, ವಾಸಂ ಕೊಟ್ಟುಬು (ಕ): ಸಂ. 4.15 [1118,822,1468,856]
cinema-cell: ದಿಯಾ (ಕ) [1280,529,1319,542]
inox-logo [1112,955,1214,1006]
lead-col-1: ಹುಣಸೂರು, ಫೆ.8(ಕೆಕೆ)- ಹುಣಸೂರು ನಗರಸಭೆಯ 31 ವಾರ್ಡ್‌ಗಳಿಗೆ ನಾಳೆ (ಫೆ. 9) ಚುನಾವಣೆ ನಡೆಯಲಿದೆ. ಬೆಳಿಗ್ಗೆ 7 ರಿಂದ ಸಂಜೆ 5 ಗಂಟೆಯವರೆಗೆ ಮತದಾನ ನಡೆಯಲಿದ್ದು, ಚುನಾವಣೆಗೆ ವಿವಿಧ ಪಕ್ಷಗಳ ಅಭ್ಯರ್ಥಿಗಳು ಮತದಾರರ ಬಳಿ ತೆರಳಿ ಅಂತಿಮ ಕಸರತ್ತು ನಡೆಸುತ್ತಿದ್ದಾರೆ. ಮಧ್ಯಾಹ್ನದ ಬಿಸಿಲನ್ನು ಲೆಕ್ಕಿಸದೆ ಅಭ್ಯರ್ಥಿಗಳು ಮತ್ತು ಬೆಂಬಲಿಗರು ಮನೆ ಮನೆಗೆ ತೆರಳಿ ಮತಯಾಚನೆ ಮಾಡುತ್ತಿದ್ದಾರೆ. ಕ್ಷೇತ್ರದ ಶಾಸಕರು ಸೇರಿದಂತೆ ಮುಖಂಡರು ಪ್ರಚಾರದಲ್ಲಿ ತಲ್ಲೀನರಾಗಿದ್ದು, ತಮ್ಮ ತಮ್ಮ ಅಭ್ಯರ್ಥಿಗಳನ್ನು ಗೆಲ್ಲಿಸಿಕೊಳ್ಳಲು ಕಾರ್ಯತಂತ್ರ ರೂಪಿಸಿದ್ದಾರೆ. ಶಾಸಕ ಹೆಚ್.ಪಿ.ಮಂಜುನಾಥ್ ಕಾಂಗ್ರೆಸ್ ಚುನಾವಣಾ ಸಾರಥ್ಯ ವಹಿಸಿದ್ದು, ಬಿಜೆಪಿ ಹಾಗೂ ಜೆಡಿಎಸ್ ಪಕ್ಷಗಳು ಸಹ ಪ್ರಬಲ ಪೈಪೋಟಿ ನೀಡುತ್ತಿವೆ. [170,318,352,623]
print-dot-yellow-r [1437,2202,1446,2211]
lawyers-banner [736,657,1097,717]
drc-screen-item: ಸ್ಕ್ರೀನ್ 3 ಜಿಲ್ಲಾ (ಕ): ಬೆ. 11, ಮ. 1.20, ಮಾಲ್ಗುಡಿ ಡೇಸ್ (ಕ): ಸಂ. 4, 7, ದಿಯಾ (ಕ): ರಾ. 9.55 [1118,856,1468,876]
coop-header-box [170,1128,552,1209]
cinema-row [1112,496,1473,512]
lead-col-3: ಹಂತದಲ್ಲೂ ಜನರು ಸಮಸ್ಯೆ ಎದುರಿಸುತ್ತಿದ್ದಾರೆ. ಅಭಿವೃದ್ಧಿ ಕಾರ್ಯ ಅಭ್ಯರ್ಥಿಗಳನ್ನು ಗೆಲ್ಲಿಸುವ ಮೂಲಕ ನಗರಸಭೆಯ ಆಡಳಿತವನ್ನು ನಮ್ಮ ಕೈಗೆ ನೀಡಿದರೆ ಸರ್ವಾಂಗೀಣ ಅಭಿವೃದ್ಧಿ ಸಾಧಿಸಲಾಗುವುದು ಎಂದರು. ಚುನಾವಣೆಯ ಹಿನ್ನೆಲೆಯಲ್ಲಿ ನಗರದಲ್ಲಿ ಬಿಗಿ ಪೊಲೀಸ್ ಬಂದೋಬಸ್ತ್ ಏರ್ಪಡಿಸಲಾಗಿದೆ. [546,569,720,719]
print-dot-black-l [239,2202,248,2211]
cinema-cell: 2481170 [1191,560,1239,574]
cinema-cell: 4 ಪ್ರದರ್ಶನ [1418,623,1460,636]
cinema-cell: ಲಕ್ಷ್ಮಿ [1116,387,1132,400]
page-label: ಪುಟ [169,149,184,161]
inox-phone: ದೂ : 2533444 / 2433456 [1252,986,1435,1003]
cinema-row [1112,402,1473,418]
cinema-cell: ಮಾಲ್ಗುಡಿ ಡೇಸ್ (ಕ) [1280,607,1352,620]
header-rule [165,176,1470,179]
inox-screen-item: ಸ್ಕ್ರೀನ್ 2 ಮಲಂಗ್ (ಹಿಂ): ಬೆ. 10, ಮ. 12.45, 3.40, ಸಂ. 6.35, ರಾ. 9.30 [1118,1044,1468,1064]
sand-photo [739,1178,1100,1416]
lead-headline-b: ಇಂದು ಚುನಾವಣೆ [623,200,950,268]
cinema-list-title: ಮೈಸೂರಿನ ಚಿತ್ರಮಂದಿರಗಳಲ್ಲಿ [1112,281,1473,314]
page-label-box [165,139,228,172]
cinema-row [1112,543,1473,559]
cinema-cell: ಪದ್ಮ [1116,418,1131,431]
drc-title: ಡಿಆರ್‌ಸಿ ಸಿನಿಮಾಸ್ [1279,737,1395,759]
print-dot-yellow-m [817,2202,826,2211]
